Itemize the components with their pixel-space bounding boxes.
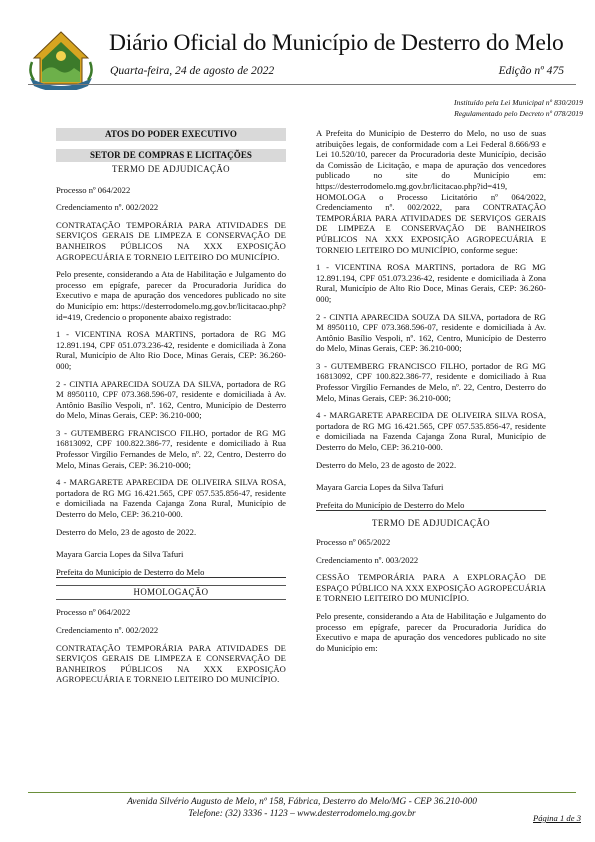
issue-date: Quarta-feira, 24 de agosto de 2022: [110, 64, 275, 77]
masthead-rule: [28, 84, 576, 85]
footer-address: Avenida Silvério Augusto de Melo, nº 158, Fábrica, Desterro do Melo/MG - CEP 36.210-000: [127, 797, 477, 807]
signer-role: Prefeita do Município de Desterro do Melo: [316, 500, 546, 512]
edition-number: Edição nº 475: [498, 64, 564, 77]
list-item: 1 - VICENTINA ROSA MARTINS, portadora de RG MG 12.891.194, CPF 051.073.236-42, residente e domiciliada à Zona Rural, Município de Alto Rio Doce, Minas Gerais, CEP: 36.260-000;: [56, 329, 286, 371]
signer-name: Mayara Garcia Lopes da Silva Tafuri: [56, 549, 184, 560]
object-text: CONTRATAÇÃO TEMPORÁRIA PARA ATIVIDADES DE SERVIÇOS GERAIS DE LIMPEZA E CONSERVAÇÃO DE BANHEIROS PÚBLICOS NA XXX EXPOSIÇÃO AGROPECUÁRIA E TORNEIO LEITEIRO DO MUNICÍPIO.: [56, 642, 286, 685]
section-heading: ATOS DO PODER EXECUTIVO: [56, 128, 286, 141]
list-item: 3 - GUTEMBERG FRANCISCO FILHO, portador de RG MG 16813092, CPF 100.822.386-77, residente e domiciliado à Rua Professor Virgílio Fernandes de Melo, nº. 22, Centro, Desterro do Melo, Minas Gerais, CEP: 36.210-000;: [56, 427, 286, 470]
homologation-paragraph: A Prefeita do Município de Desterro do Melo, no uso de suas atribuições legais, de conformidade com a Lei Federal 8.666/93 e Lei 10.520/10, parecer da Procuradoria deste Município, decisão da Comissão de Licitação, e mapa de apuração dos vencedores publicado no site do Município em: https://desterrodomelo.mg.gov.br/licitacao.php?id=419, HOMOLOGA o Processo Licitatório nº 064/2022, Credenciamento nº. 002/2022, para CONTRATAÇÃO TEMPORÁRIA PARA ATIVIDADES DE SERVIÇOS GERAIS DE LIMPEZA E CONSERVAÇÃO DE BANHEIROS PÚBLICOS NA XXX EXPOSIÇÃO AGROPECUÁRIA E TORNEIO LEITEIRO DO MUNICÍPIO, conforme segue:: [316, 128, 546, 255]
list-item: 4 - MARGARETE APARECIDA DE OLIVEIRA SILVA ROSA, portadora de RG MG 16.421.565, CPF 057.535.856-47, residente e domiciliada na Fazenda Cajanga Zona Rural, Município de Desterro do Melo, CEP: 36.210-000.: [56, 477, 286, 520]
signer-name: Mayara Garcia Lopes da Silva Tafuri: [316, 482, 444, 493]
place-date: Desterro do Melo, 23 de agosto de 2022.: [316, 459, 457, 470]
credenciamento-number: Credenciamento nº. 002/2022: [56, 202, 159, 213]
masthead: [28, 28, 576, 100]
signer-role: Prefeita do Município de Desterro do Melo: [56, 567, 286, 579]
list-item: 2 - CINTIA APARECIDA SOUZA DA SILVA, portadora de RG M 8950110, CPF 073.368.596-07, residente e domiciliada à Av. Antônio Basílio Vespoli, nº. 162, Centro, Município de Desterro do Melo, Minas Gerais, CEP: 36.210-000;: [316, 311, 546, 354]
municipal-crest-icon: [28, 28, 94, 90]
intro-paragraph: Pelo presente, considerando a Ata de Habilitação e Julgamento do processo em epígrafe, parecer da Procuradoria Jurídica do Executivo e mapa de apuração dos vencedores publicado no site do Município em:: [316, 610, 546, 653]
list-item: 4 - MARGARETE APARECIDA DE OLIVEIRA SILVA ROSA, portadora de RG MG 16.421.565, CPF 057.535.856-47, residente e domiciliada na Fazenda Cajanga Zona Rural, Município de Desterro do Melo, CEP: 36.210-000.: [316, 410, 546, 453]
footer-contact: Telefone: (32) 3336 - 1123 – www.desterrodomelo.mg.gov.br: [188, 809, 416, 819]
list-item: 1 - VICENTINA ROSA MARTINS, portadora de RG MG 12.891.194, CPF 051.073.236-42, residente e domiciliada à Zona Rural, Município de Alto Rio Doce, Minas Gerais, CEP: 36.260-000;: [316, 262, 546, 304]
homologacao-heading: HOMOLOGAÇÃO: [56, 585, 286, 600]
list-item: 3 - GUTEMBERG FRANCISCO FILHO, portador de RG MG 16813092, CPF 100.822.386-77, residente e domiciliado à Rua Professor Virgílio Fernandes de Melo, nº. 22, Centro, Desterro do Melo, Minas Gerais, CEP: 36.210-000;: [316, 360, 546, 403]
adjudicacao-heading: TERMO DE ADJUDICAÇÃO: [372, 518, 490, 529]
page-title: Diário Oficial do Município de Desterro do Melo: [109, 30, 564, 56]
left-column: [56, 128, 286, 692]
credenciamento-number: Credenciamento nº. 003/2022: [316, 554, 419, 565]
instituted-note: Instituído pela Lei Municipal nº 830/2019: [453, 98, 583, 107]
subsection-heading: SETOR DE COMPRAS E LICITAÇÕES: [56, 149, 286, 162]
object-text: CESSÃO TEMPORÁRIA PARA A EXPLORAÇÃO DE ESPAÇO PÚBLICO NA XXX EXPOSIÇÃO AGROPECUÁRIA E TORNEIO LEITEIRO DO MUNICÍPIO.: [316, 572, 546, 604]
process-number: Processo nº 064/2022: [56, 607, 131, 618]
list-item: 2 - CINTIA APARECIDA SOUZA DA SILVA, portadora de RG M 8950110, CPF 073.368.596-07, residente e domiciliada à Av. Antônio Basílio Vespoli, nº. 162, Centro, Município de Desterro do Melo, Minas Gerais, CEP: 36.210-000;: [56, 378, 286, 421]
process-number: Processo nº 065/2022: [316, 537, 391, 547]
object-text: CONTRATAÇÃO TEMPORÁRIA PARA ATIVIDADES DE SERVIÇOS GERAIS DE LIMPEZA E CONSERVAÇÃO DE BANHEIROS PÚBLICOS NA XXX EXPOSIÇÃO AGROPECUÁRIA E TORNEIO LEITEIRO DO MUNICÍPIO.: [56, 219, 286, 262]
credenciamento-number: Credenciamento nº. 002/2022: [56, 625, 159, 635]
page-indicator: Página 1 de 3: [533, 813, 581, 823]
regulated-note: Regulamentado pelo Decreto nº 078/2019: [454, 109, 583, 118]
place-date: Desterro do Melo, 23 de agosto de 2022.: [56, 526, 197, 537]
footer-rule: [28, 792, 576, 793]
intro-paragraph: Pelo presente, considerando a Ata de Habilitação e Julgamento do processo em epígrafe, parecer da Procuradoria Jurídica do Executivo e mapa de apuração dos vencedores publicado no site do Município em: https://desterrodomelo.mg.gov.br/licitacao.php?id=419, Credencio o proponente abaixo registrado:: [56, 269, 286, 322]
process-number: Processo nº 064/2022: [56, 184, 131, 195]
right-column: [316, 128, 546, 660]
adjudicacao-heading: TERMO DE ADJUDICAÇÃO: [112, 164, 230, 174]
